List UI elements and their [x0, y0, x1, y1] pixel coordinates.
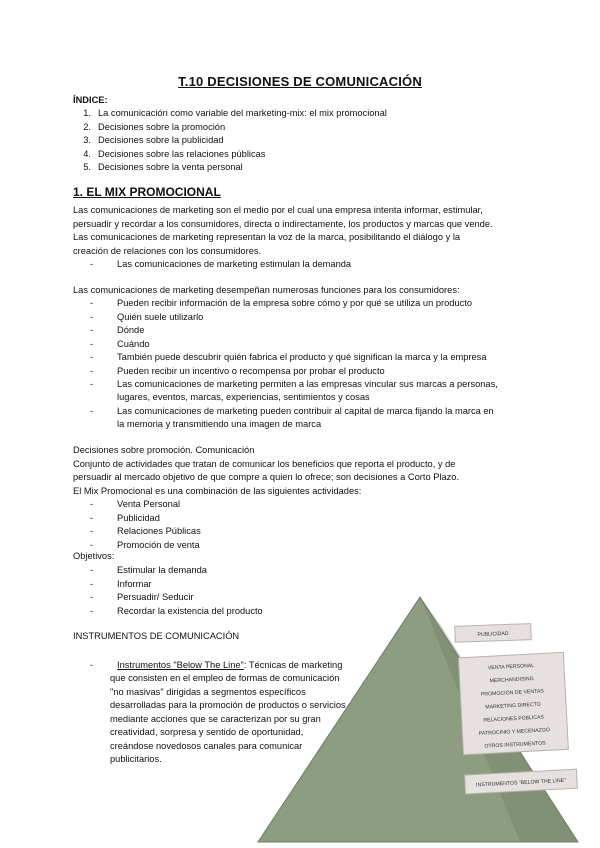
page-title: T.10 DECISIONES DE COMUNICACIÓN — [178, 74, 422, 89]
list-item-text: Promoción de venta — [117, 539, 200, 550]
list-item-text: Venta Personal — [117, 499, 181, 509]
btl-label: Instrumentos "Below The Line" — [117, 660, 244, 670]
index-text: Decisiones sobre la promoción — [98, 121, 226, 132]
index-number: 2. — [83, 121, 91, 132]
paragraph-line: persuadir y recordar a los consumidores, directa o indirectamente, los productos y marcas que vende. — [73, 218, 493, 229]
index-text: Decisiones sobre la venta personal — [98, 162, 243, 172]
section-heading: 1. EL MIX PROMOCIONAL — [73, 185, 221, 199]
paragraph-line: Conjunto de actividades que tratan de comunicar los beneficios que reporta el producto, y de — [73, 458, 456, 469]
list-item: - Quién suele utilizarlo — [90, 311, 204, 322]
list-item: - Informar — [90, 578, 152, 589]
promotion-heading: Decisiones sobre promoción. Comunicación — [73, 445, 255, 455]
list-item: - También puede descubrir quién fabrica el producto y qué significan la marca y la empresa — [90, 352, 487, 362]
index-text: La comunicación como variable del marketing-mix: el mix promocional — [98, 108, 387, 118]
list-item-text: Pueden recibir un incentivo o recompensa por probar el producto — [117, 365, 385, 376]
pyramid-middle-label: MARKETING DIRECTO — [485, 701, 541, 711]
list-item: - Instrumentos "Below The Line": Técnicas de marketing — [90, 660, 343, 670]
paragraph-line: publicitarios. — [110, 754, 162, 764]
list-item-continuation: la memoria y transmitiendo una imagen de marca — [117, 419, 322, 429]
pyramid-middle-label: MERCHANDISING — [489, 675, 534, 685]
paragraph-line: creación de relaciones con los consumidores. — [73, 245, 262, 256]
list-item-text: Quién suele utilizarlo — [117, 311, 204, 322]
paragraph-line: creándose novedosos canales para comunicar — [110, 740, 303, 751]
functions-intro: Las comunicaciones de marketing desempeñan numerosas funciones para los consumidores: — [73, 285, 460, 295]
paragraph-line: persuadir al mercado objetivo de que compre a quien lo ofrece; son decisiones a Corto Plazo. — [73, 472, 460, 482]
btl-first-text: : Técnicas de marketing — [243, 660, 343, 670]
list-item: - Recordar la existencia del producto — [90, 605, 263, 616]
list-item: - Estimular la demanda — [90, 565, 207, 575]
list-item: - Relaciones Públicas — [90, 526, 201, 536]
paragraph-line: que consisten en el empleo de formas de comunicación — [110, 673, 340, 683]
list-item-text: Dónde — [117, 325, 145, 335]
list-item-text: Recordar la existencia del producto — [117, 605, 263, 616]
list-item-text: Las comunicaciones de marketing pueden contribuir al capital de marca fijando la marca en — [117, 405, 494, 416]
pyramid-middle-label: PATROCINIO Y MECENAZGO — [478, 727, 551, 737]
list-item-text: Informar — [117, 578, 152, 589]
list-item: - Las comunicaciones de marketing estimulan la demanda — [90, 259, 352, 269]
instruments-heading: INSTRUMENTOS DE COMUNICACIÓN — [73, 631, 240, 641]
list-item-text: Las comunicaciones de marketing estimulan la demanda — [117, 259, 352, 269]
list-item-text: También puede descubrir quién fabrica el producto y qué significan la marca y la empresa — [117, 352, 487, 362]
index-text: Decisiones sobre la publicidad — [98, 135, 224, 145]
list-item-continuation: lugares, eventos, marcas, experiencias, sentimientos y cosas — [117, 392, 370, 402]
pyramid-bottom-label: INSTRUMENTOS "BELOW THE LINE" — [475, 777, 567, 789]
paragraph-line: Las comunicaciones de marketing representan la voz de la marca, posibilitando el diálogo y la — [73, 232, 461, 242]
list-item: - Las comunicaciones de marketing permiten a las empresas vincular sus marcas a personas, — [90, 379, 498, 389]
paragraph-line: creatividad, sorpresa y sentido de oportunidad, — [110, 727, 304, 737]
index-heading: ÍNDICE: — [73, 95, 108, 105]
list-item-text: Pueden recibir información de la empresa sobre cómo y por qué se utiliza un producto — [117, 298, 473, 308]
list-item: - Pueden recibir información de la empresa sobre cómo y por qué se utiliza un producto — [90, 298, 473, 308]
list-item: - Pueden recibir un incentivo o recompensa por probar el producto — [90, 365, 385, 376]
index-number: 4. — [83, 148, 91, 159]
list-item-text: Persuadir/ Seducir — [117, 592, 194, 602]
list-item: - Dónde — [90, 325, 145, 335]
pyramid-middle-label: PROMOCIÓN DE VENTAS — [480, 688, 545, 698]
pyramid-middle-label: VENTA PERSONAL — [487, 662, 535, 672]
list-item-text: Relaciones Públicas — [117, 526, 201, 536]
list-item-text: Estimular la demanda — [117, 565, 207, 575]
pyramid-middle-label: RELACIONES PÚBLICAS — [483, 714, 545, 724]
paragraph-line: El Mix Promocional es una combinación de las siguientes actividades: — [73, 485, 362, 496]
list-item: - Cuándo — [90, 338, 150, 349]
index-text: Decisiones sobre las relaciones públicas — [98, 148, 266, 159]
index-number: 5. — [83, 162, 91, 172]
list-item: - Persuadir/ Seducir — [90, 592, 194, 602]
list-item: - Publicidad — [90, 512, 160, 523]
paragraph-line: "no masivas" dirigidas a segmentos específicos — [110, 686, 306, 697]
list-item-text: Cuándo — [117, 338, 150, 349]
pyramid-middle-label: OTROS INSTRUMENTOS — [484, 740, 546, 750]
paragraph-line: desarrolladas para la promoción de productos o servicios — [110, 700, 346, 710]
list-item: - Las comunicaciones de marketing pueden contribuir al capital de marca fijando la marca en — [90, 405, 494, 416]
index-number: 1. — [83, 108, 91, 118]
list-item: - Promoción de venta — [90, 539, 200, 550]
pyramid-top-label: PUBLICIDAD — [477, 630, 509, 639]
paragraph-line: mediante acciones que se caracterizan por su gran — [110, 713, 321, 724]
list-item: - Venta Personal — [90, 499, 181, 509]
list-item-text: Las comunicaciones de marketing permiten a las empresas vincular sus marcas a personas, — [117, 379, 498, 389]
paragraph-line: Las comunicaciones de marketing son el medio por el cual una empresa intenta informar, estimular, — [73, 205, 483, 215]
index-number: 3. — [83, 135, 91, 145]
objectives-heading: Objetivos: — [73, 551, 115, 561]
list-item-text: Publicidad — [117, 512, 160, 523]
